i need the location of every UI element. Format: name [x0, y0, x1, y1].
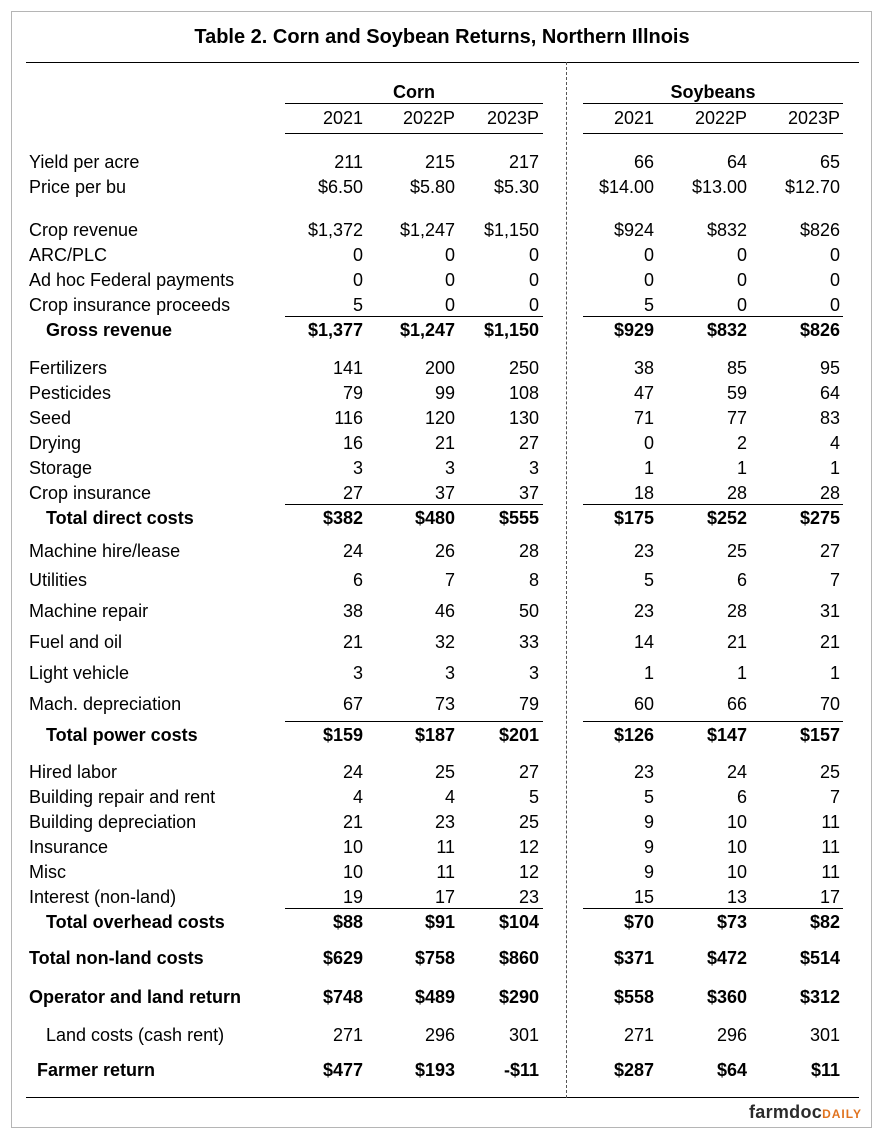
row-label: Light vehicle — [29, 663, 130, 683]
table-cell: 25 — [819, 762, 840, 782]
table-cell: 8 — [528, 570, 539, 590]
table-cell: 0 — [736, 245, 747, 265]
table-cell: 25 — [434, 762, 455, 782]
table-cell: 27 — [819, 541, 840, 561]
table-cell: 0 — [643, 245, 654, 265]
group-underline-corn — [285, 103, 543, 104]
table-cell: $73 — [716, 912, 747, 932]
subtotal-rule — [285, 721, 543, 722]
subtotal-rule — [285, 316, 543, 317]
subtotal-rule — [583, 504, 843, 505]
table-cell: 7 — [829, 787, 840, 807]
table-cell: $187 — [414, 725, 455, 745]
table-cell: 250 — [508, 358, 539, 378]
table-cell: 5 — [643, 295, 654, 315]
table-cell: 0 — [444, 295, 455, 315]
year-header: 2023P — [787, 108, 840, 128]
table-cell: $201 — [498, 725, 539, 745]
row-label: Misc — [29, 862, 66, 882]
table-cell: $472 — [706, 948, 747, 968]
table-cell: 4 — [829, 433, 840, 453]
table-cell: 5 — [352, 295, 363, 315]
table-cell: 0 — [352, 245, 363, 265]
table-cell: $159 — [322, 725, 363, 745]
row-label: Price per bu — [29, 177, 127, 197]
table-cell: 7 — [444, 570, 455, 590]
row-label: Machine hire/lease — [29, 541, 181, 561]
table-cell: 15 — [633, 887, 654, 907]
table-cell: 0 — [528, 295, 539, 315]
row-label: Yield per acre — [29, 152, 140, 172]
table-cell: 6 — [736, 787, 747, 807]
table-cell: 79 — [342, 383, 363, 403]
table-cell: 296 — [716, 1025, 747, 1045]
table-cell: 1 — [829, 458, 840, 478]
table-cell: 10 — [342, 862, 363, 882]
table-cell: 32 — [434, 632, 455, 652]
table-cell: 23 — [633, 762, 654, 782]
subtotal-rule — [583, 316, 843, 317]
table-cell: 271 — [332, 1025, 363, 1045]
row-label: Gross revenue — [46, 320, 173, 340]
table-cell: 83 — [819, 408, 840, 428]
table-cell: 27 — [518, 762, 539, 782]
table-cell: 65 — [819, 152, 840, 172]
table-cell: 2 — [736, 433, 747, 453]
table-cell: 25 — [518, 812, 539, 832]
table-cell: $360 — [706, 987, 747, 1007]
year-header: 2021 — [613, 108, 654, 128]
table-cell: $1,377 — [307, 320, 363, 340]
table-cell: 21 — [726, 632, 747, 652]
table-cell: 0 — [829, 270, 840, 290]
table-cell: 67 — [342, 694, 363, 714]
table-cell: $1,150 — [483, 220, 539, 240]
row-label: Fuel and oil — [29, 632, 123, 652]
year-header: 2022P — [402, 108, 455, 128]
table-cell: 0 — [643, 270, 654, 290]
table-cell: 0 — [829, 245, 840, 265]
table-cell: 64 — [819, 383, 840, 403]
table-cell: $1,372 — [307, 220, 363, 240]
table-cell: 24 — [342, 541, 363, 561]
subtotal-rule — [285, 908, 543, 909]
table-cell: 9 — [643, 812, 654, 832]
table-cell: 27 — [518, 433, 539, 453]
table-cell: 3 — [444, 458, 455, 478]
table-cell: 70 — [819, 694, 840, 714]
table-cell: 3 — [444, 663, 455, 683]
table-cell: 217 — [508, 152, 539, 172]
table-cell: 31 — [819, 601, 840, 621]
table-cell: $371 — [613, 948, 654, 968]
table-cell: $480 — [414, 508, 455, 528]
table-cell: 27 — [342, 483, 363, 503]
table-cell: 33 — [518, 632, 539, 652]
table-cell: 23 — [434, 812, 455, 832]
table-cell: $82 — [809, 912, 840, 932]
year-header: 2023P — [486, 108, 539, 128]
table-cell: 0 — [829, 295, 840, 315]
table-cell: 50 — [518, 601, 539, 621]
table-cell: 16 — [342, 433, 363, 453]
row-label: Pesticides — [29, 383, 112, 403]
row-label: Utilities — [29, 570, 88, 590]
table-title: Table 2. Corn and Soybean Returns, Northern Illnois — [194, 26, 690, 48]
table-cell: 24 — [726, 762, 747, 782]
table-cell: 38 — [342, 601, 363, 621]
table-cell: $1,247 — [399, 320, 455, 340]
table-cell: $826 — [799, 220, 840, 240]
table-cell: 21 — [819, 632, 840, 652]
table-cell: 1 — [643, 663, 654, 683]
row-label: Operator and land return — [29, 987, 242, 1007]
row-label: Farmer return — [37, 1060, 156, 1080]
table-cell: 66 — [726, 694, 747, 714]
row-label: Crop insurance — [29, 483, 152, 503]
table-cell: 11 — [436, 837, 455, 857]
table-cell: 296 — [424, 1025, 455, 1045]
table-cell: 301 — [809, 1025, 840, 1045]
table-cell: $12.70 — [784, 177, 840, 197]
subtotal-rule — [285, 504, 543, 505]
table-cell: 28 — [726, 601, 747, 621]
table-cell: 0 — [528, 270, 539, 290]
table-cell: $748 — [322, 987, 363, 1007]
row-label: Insurance — [29, 837, 109, 857]
header-rule-soybeans — [583, 133, 843, 134]
table-cell: 59 — [726, 383, 747, 403]
row-label: Machine repair — [29, 601, 149, 621]
table-cell: $193 — [414, 1060, 455, 1080]
table-cell: 11 — [436, 862, 455, 882]
table-cell: 64 — [726, 152, 747, 172]
table-cell: 77 — [726, 408, 747, 428]
bottom-rule — [26, 1097, 859, 1098]
table-cell: $1,247 — [399, 220, 455, 240]
table-cell: 24 — [342, 762, 363, 782]
table-cell: $88 — [332, 912, 363, 932]
table-cell: 141 — [332, 358, 363, 378]
group-header-soybeans: Soybeans — [670, 82, 756, 102]
table-cell: 301 — [508, 1025, 539, 1045]
table-cell: 28 — [726, 483, 747, 503]
table-cell: $477 — [322, 1060, 363, 1080]
table-cell: $6.50 — [317, 177, 363, 197]
table-cell: $64 — [716, 1060, 747, 1080]
row-label: Interest (non-land) — [29, 887, 177, 907]
table-cell: $382 — [322, 508, 363, 528]
table-cell: 21 — [434, 433, 455, 453]
table-cell: 1 — [829, 663, 840, 683]
table-cell: 14 — [633, 632, 654, 652]
table-cell: 21 — [342, 812, 363, 832]
table-cell: 23 — [633, 601, 654, 621]
table-cell: 1 — [736, 663, 747, 683]
table-cell: $175 — [613, 508, 654, 528]
row-label: Building repair and rent — [29, 787, 216, 807]
table-cell: 211 — [334, 152, 363, 172]
table-cell: 10 — [726, 812, 747, 832]
table-cell: $826 — [799, 320, 840, 340]
table-cell: $929 — [613, 320, 654, 340]
table-cell: 1 — [643, 458, 654, 478]
table-cell: 46 — [434, 601, 455, 621]
table-cell: 215 — [424, 152, 455, 172]
table-cell: 200 — [424, 358, 455, 378]
table-cell: 3 — [352, 458, 363, 478]
table-cell: 6 — [352, 570, 363, 590]
table-cell: 11 — [821, 862, 840, 882]
table-cell: 0 — [444, 270, 455, 290]
table-cell: 120 — [424, 408, 455, 428]
row-label: ARC/PLC — [29, 245, 108, 265]
table-cell: 0 — [736, 295, 747, 315]
table-cell: 10 — [726, 862, 747, 882]
table-cell: $924 — [613, 220, 654, 240]
table-cell: $14.00 — [598, 177, 654, 197]
table-cell: $832 — [706, 320, 747, 340]
table-cell: $5.80 — [409, 177, 455, 197]
group-underline-soybeans — [583, 103, 843, 104]
farmdoc-daily-logo: farmdocDAILY — [748, 1102, 862, 1122]
table-cell: 19 — [342, 887, 363, 907]
table-cell: 10 — [342, 837, 363, 857]
row-label: Crop insurance proceeds — [29, 295, 231, 315]
table-cell: $555 — [498, 508, 539, 528]
table-cell: 12 — [518, 837, 539, 857]
table-cell: 0 — [444, 245, 455, 265]
table-cell: 1 — [736, 458, 747, 478]
table-cell: 79 — [518, 694, 539, 714]
table-cell: 18 — [633, 483, 654, 503]
table-cell: 60 — [633, 694, 654, 714]
table-cell: $758 — [414, 948, 455, 968]
table-cell: 28 — [518, 541, 539, 561]
table-cell: 3 — [352, 663, 363, 683]
table-cell: $91 — [424, 912, 455, 932]
year-header: 2021 — [322, 108, 363, 128]
table-cell: 4 — [444, 787, 455, 807]
table-cell: 21 — [342, 632, 363, 652]
table-cell: $126 — [613, 725, 654, 745]
table-cell: $70 — [623, 912, 654, 932]
row-label: Hired labor — [29, 762, 118, 782]
table-cell: 4 — [352, 787, 363, 807]
table-cell: 73 — [434, 694, 455, 714]
table-cell: 25 — [726, 541, 747, 561]
table-cell: 38 — [633, 358, 654, 378]
row-label: Drying — [29, 433, 82, 453]
table-cell: 11 — [821, 812, 840, 832]
table-cell: 6 — [736, 570, 747, 590]
year-header: 2022P — [694, 108, 747, 128]
table-cell: 7 — [829, 570, 840, 590]
table-cell: 3 — [528, 663, 539, 683]
table-cell: $275 — [799, 508, 840, 528]
table-cell: 3 — [528, 458, 539, 478]
table-cell: 13 — [726, 887, 747, 907]
table-cell: 9 — [643, 837, 654, 857]
table-cell: 17 — [819, 887, 840, 907]
table-cell: 10 — [726, 837, 747, 857]
table-cell: $312 — [799, 987, 840, 1007]
table-cell: 23 — [633, 541, 654, 561]
table-cell: $147 — [706, 725, 747, 745]
table-cell: $629 — [322, 948, 363, 968]
row-label: Mach. depreciation — [29, 694, 182, 714]
table-cell: 12 — [518, 862, 539, 882]
table-cell: $157 — [799, 725, 840, 745]
table-cell: 0 — [643, 433, 654, 453]
top-rule — [26, 62, 859, 63]
table-cell: 5 — [643, 787, 654, 807]
table-cell: $1,150 — [483, 320, 539, 340]
table-cell: 23 — [518, 887, 539, 907]
table-cell: 17 — [434, 887, 455, 907]
table-cell: 47 — [633, 383, 654, 403]
table-cell: $5.30 — [493, 177, 539, 197]
subtotal-rule — [583, 908, 843, 909]
header-rule-corn — [285, 133, 543, 134]
row-label: Building depreciation — [29, 812, 197, 832]
subtotal-rule — [583, 721, 843, 722]
table-cell: $489 — [414, 987, 455, 1007]
table-cell: $558 — [613, 987, 654, 1007]
table-cell: $832 — [706, 220, 747, 240]
table-cell: 28 — [819, 483, 840, 503]
table-cell: 0 — [528, 245, 539, 265]
table-cell: $514 — [799, 948, 840, 968]
table-cell: -$11 — [503, 1060, 539, 1080]
table-cell: $11 — [810, 1060, 840, 1080]
table-cell: $104 — [498, 912, 539, 932]
row-label: Crop revenue — [29, 220, 139, 240]
table-cell: 5 — [643, 570, 654, 590]
table-cell: 0 — [352, 270, 363, 290]
table-cell: $287 — [613, 1060, 654, 1080]
table-cell: $860 — [498, 948, 539, 968]
table-cell: $290 — [498, 987, 539, 1007]
table-cell: 271 — [623, 1025, 654, 1045]
row-label: Total power costs — [46, 725, 198, 745]
row-label: Seed — [29, 408, 72, 428]
table-cell: 11 — [821, 837, 840, 857]
table-cell: $13.00 — [691, 177, 747, 197]
table-cell: 130 — [508, 408, 539, 428]
table-cell: 95 — [819, 358, 840, 378]
row-label: Fertilizers — [29, 358, 108, 378]
table-cell: 108 — [508, 383, 539, 403]
row-label: Storage — [29, 458, 93, 478]
table-cell: 5 — [528, 787, 539, 807]
table-cell: 9 — [643, 862, 654, 882]
table-cell: 85 — [726, 358, 747, 378]
table-cell: 0 — [736, 270, 747, 290]
table-cell: 99 — [434, 383, 455, 403]
group-header-corn: Corn — [393, 82, 435, 102]
row-label: Land costs (cash rent) — [46, 1025, 225, 1045]
row-label: Total overhead costs — [46, 912, 225, 932]
row-label: Total direct costs — [46, 508, 194, 528]
row-label: Ad hoc Federal payments — [29, 270, 235, 290]
table-cell: 26 — [434, 541, 455, 561]
table-cell: 37 — [518, 483, 539, 503]
table-cell: $252 — [706, 508, 747, 528]
table-cell: 71 — [633, 408, 654, 428]
row-label: Total non-land costs — [29, 948, 204, 968]
table-cell: 66 — [633, 152, 654, 172]
table-cell: 37 — [434, 483, 455, 503]
table-cell: 116 — [334, 408, 363, 428]
